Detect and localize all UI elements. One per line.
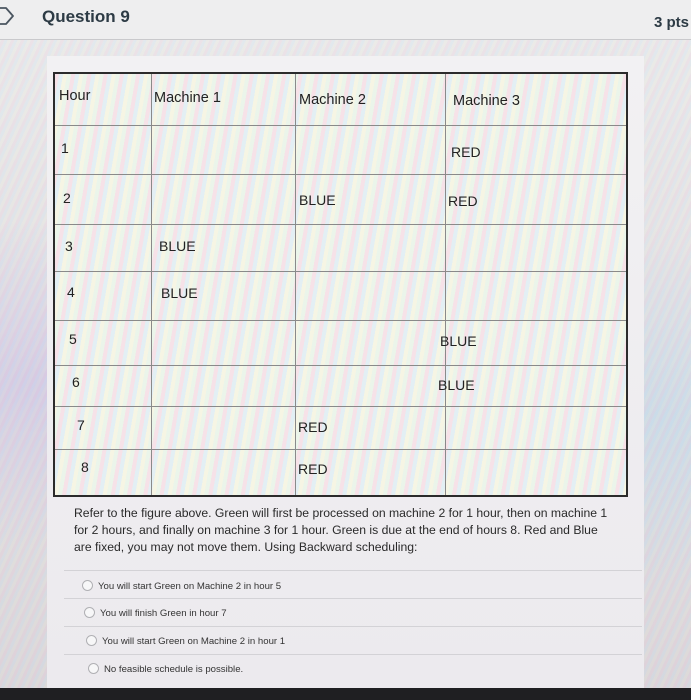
table-divider bbox=[55, 271, 626, 272]
table-divider bbox=[55, 449, 626, 450]
header-machine-1: Machine 1 bbox=[154, 90, 221, 106]
machine-2-cell: BLUE bbox=[299, 192, 336, 208]
question-text-line: Refer to the figure above. Green will first be processed on machine 2 for 1 hour, then on machine 1 bbox=[74, 506, 608, 520]
table-divider bbox=[445, 74, 446, 495]
machine-1-cell: BLUE bbox=[159, 238, 196, 254]
hour-cell: 1 bbox=[61, 140, 69, 156]
table-divider bbox=[55, 125, 626, 126]
question-points: 3 pts bbox=[654, 14, 690, 31]
hour-cell: 3 bbox=[65, 238, 73, 254]
machine-3-cell: BLUE bbox=[438, 377, 475, 393]
machine-1-cell: BLUE bbox=[161, 285, 198, 301]
answer-option[interactable] bbox=[64, 570, 642, 596]
answer-label[interactable]: You will start Green on Machine 2 in hour 5 bbox=[98, 581, 282, 592]
answer-option[interactable] bbox=[64, 626, 642, 652]
machine-3-cell: BLUE bbox=[440, 333, 477, 349]
schedule-table bbox=[53, 72, 628, 497]
hour-cell: 4 bbox=[67, 284, 75, 300]
screen-bottom-edge bbox=[0, 688, 691, 700]
header-machine-3: Machine 3 bbox=[453, 93, 520, 109]
radio-icon[interactable] bbox=[82, 580, 93, 591]
machine-2-cell: RED bbox=[298, 419, 328, 435]
answer-label[interactable]: No feasible schedule is possible. bbox=[104, 664, 244, 675]
table-divider bbox=[55, 406, 626, 407]
table-divider bbox=[151, 74, 152, 495]
radio-icon[interactable] bbox=[88, 663, 99, 674]
answer-label[interactable]: You will finish Green in hour 7 bbox=[100, 608, 227, 619]
arrow-right-icon[interactable] bbox=[0, 5, 16, 27]
question-text-line: are fixed, you may not move them. Using Backward scheduling: bbox=[74, 540, 418, 554]
table-divider bbox=[55, 320, 626, 321]
table-divider bbox=[295, 74, 296, 495]
table-divider bbox=[55, 224, 626, 225]
header-hour: Hour bbox=[59, 88, 91, 104]
question-header bbox=[0, 0, 691, 40]
machine-3-cell: RED bbox=[451, 144, 481, 160]
question-text-line: for 2 hours, and finally on machine 3 for 1 hour. Green is due at the end of hours 8. Red and Blue bbox=[74, 523, 598, 537]
hour-cell: 8 bbox=[81, 459, 89, 475]
table-divider bbox=[55, 365, 626, 366]
hour-cell: 6 bbox=[72, 374, 80, 390]
radio-icon[interactable] bbox=[84, 607, 95, 618]
table-divider bbox=[55, 174, 626, 175]
hour-cell: 2 bbox=[63, 190, 71, 206]
answer-option[interactable] bbox=[64, 598, 642, 624]
hour-cell: 7 bbox=[77, 417, 85, 433]
answer-label[interactable]: You will start Green on Machine 2 in hour 1 bbox=[102, 636, 286, 647]
header-machine-2: Machine 2 bbox=[299, 92, 366, 108]
hour-cell: 5 bbox=[69, 331, 77, 347]
machine-2-cell: RED bbox=[298, 461, 328, 477]
question-title: Question 9 bbox=[42, 7, 130, 26]
radio-icon[interactable] bbox=[86, 635, 97, 646]
machine-3-cell: RED bbox=[448, 193, 478, 209]
answer-option[interactable] bbox=[64, 654, 642, 680]
question-text bbox=[74, 505, 654, 556]
